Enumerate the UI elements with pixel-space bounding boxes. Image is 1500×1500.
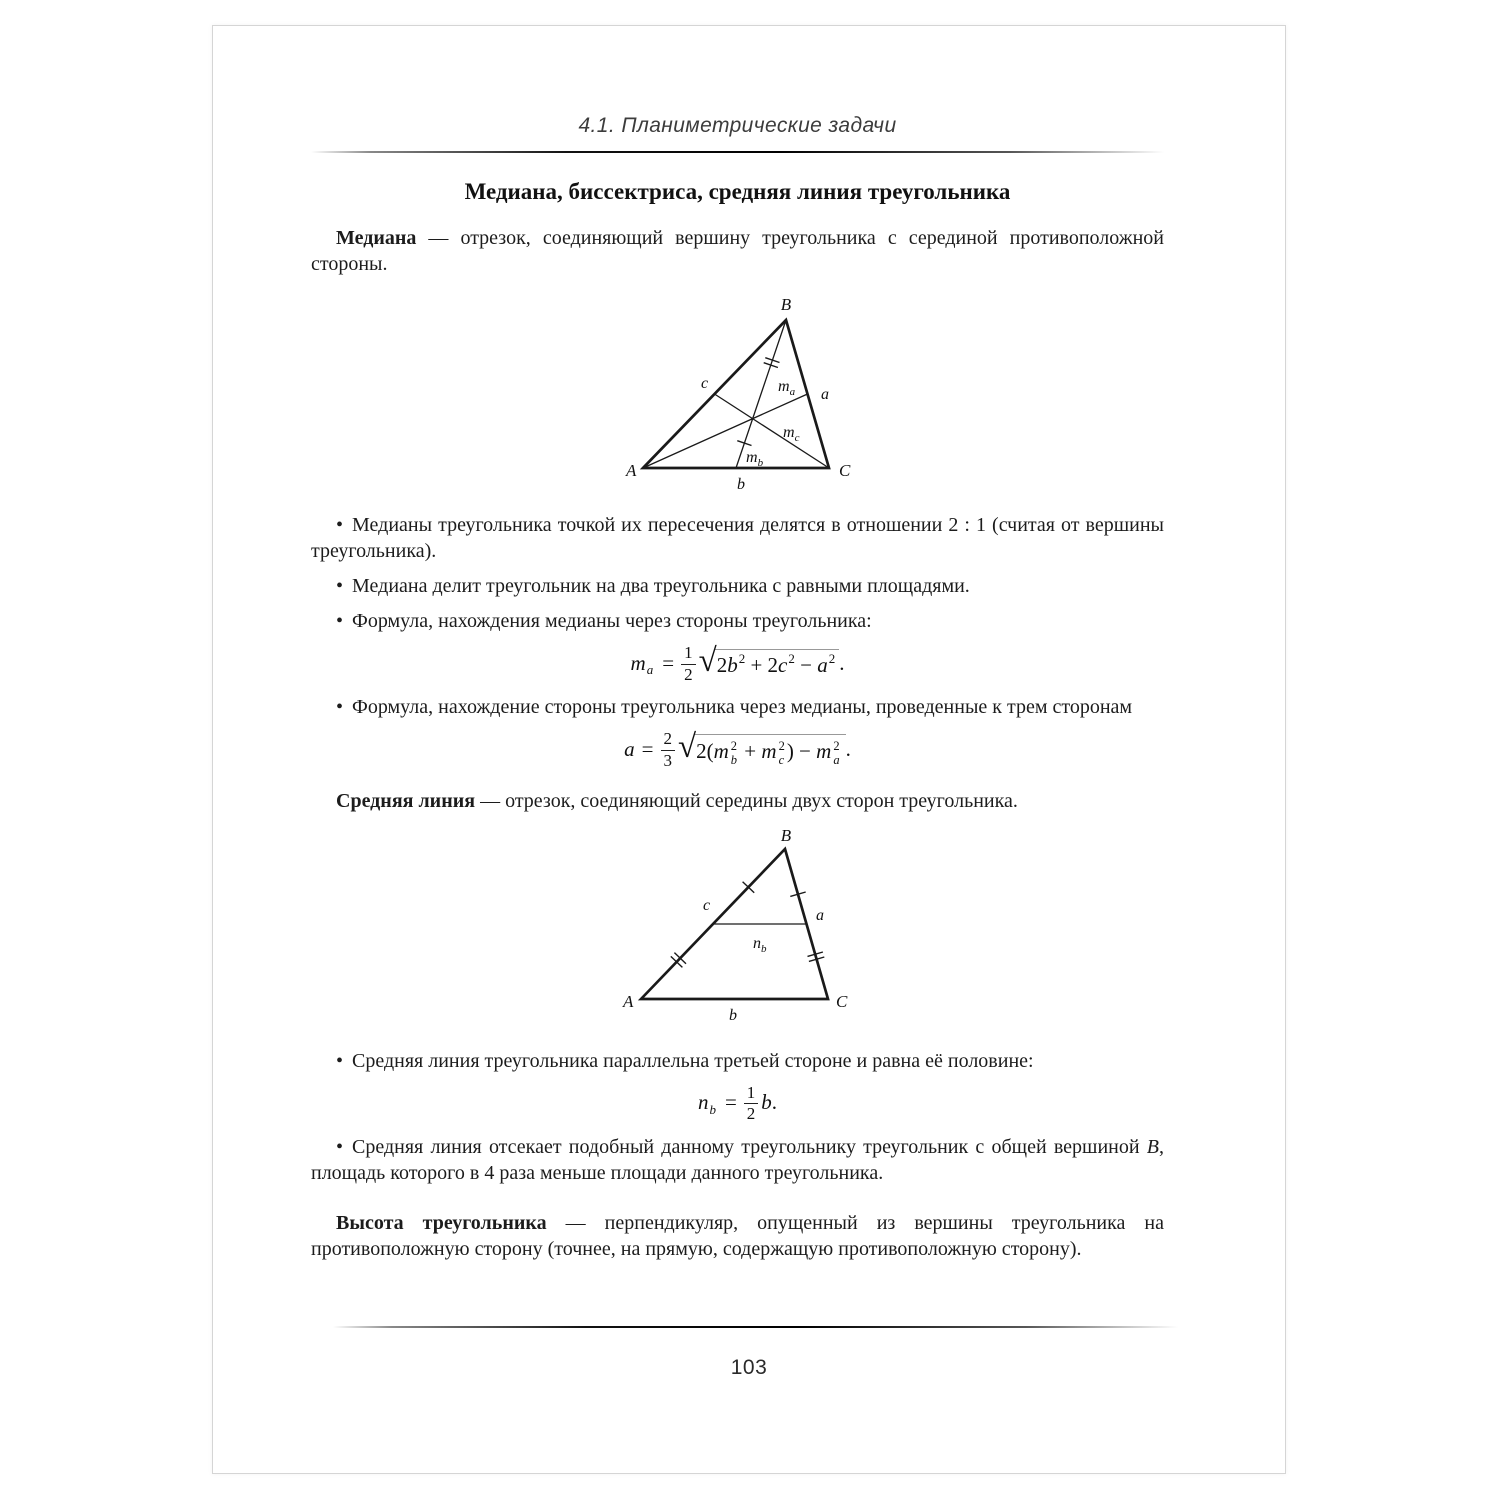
vertex-b-label: B [780, 828, 791, 845]
book-page [212, 25, 1286, 1474]
formula-median-length [311, 643, 1164, 683]
formula-var: b [761, 1090, 772, 1115]
sup-sub-stack: 2 b [730, 739, 738, 767]
footer-rule [333, 1326, 1178, 1328]
height-term: Высота треугольника [336, 1212, 547, 1235]
bullet-median-areas [311, 573, 1164, 599]
median-definition [311, 225, 1164, 277]
radical: √ 2( m 2 b + m 2 c ) − m 2 a [678, 734, 846, 764]
vertex-b-reference: B [1146, 1136, 1159, 1159]
period: . [845, 737, 851, 762]
vertex-a-label: A [625, 461, 636, 480]
median-mc-label: $m_c$ [782, 424, 799, 444]
height-definition-text: — перпендикуляр, опущенный из вершины треугольника на противоположную сторону (точнее, на прямую, содержащую противоположную сторону). [311, 1212, 1164, 1261]
figure-midline-triangle [311, 829, 1164, 1034]
median-ma-label: $m_a$ [777, 378, 795, 398]
page-content [213, 114, 1285, 1262]
bullet-dot: • [336, 696, 344, 719]
fraction-one-half: $\frac{1}{2}$ [681, 644, 696, 684]
side-b-label: b [736, 476, 745, 493]
fraction-two-thirds: $\frac{2}{3}$ [661, 730, 676, 770]
equals-sign: = [641, 737, 654, 762]
side-a-label: a [815, 906, 824, 924]
triangle-sides [643, 320, 829, 468]
formula-var: a [624, 737, 635, 762]
median-term: Медиана [336, 227, 417, 249]
bullet-dot: • [336, 1136, 344, 1159]
vertex-c-label: C [838, 461, 850, 480]
side-b-label: b [728, 1006, 737, 1024]
bullet-midline-similar [311, 1134, 1164, 1186]
radical-sign: √ [678, 729, 697, 766]
sup-sub-stack: 2 a [833, 739, 840, 767]
vertex-a-label: A [622, 991, 633, 1011]
bullet-midline-similar-text: Средняя линия отсекает подобный данному треугольнику треугольник с общей вершиной [352, 1136, 1147, 1159]
median-lines [643, 320, 829, 468]
bullet-median-ratio-text: Медианы треугольника точкой их пересечения делятся в отношении 2 : 1 (считая от вершины треугольника). [311, 514, 1164, 562]
radical: √ 2 b 2 + 2 c 2 − a 2 [699, 649, 840, 678]
bullet-dot: • [336, 575, 344, 597]
median-triangle-svg [618, 290, 858, 495]
formula-midline [311, 1083, 1164, 1123]
fraction-one-half: $\frac{1}{2}$ [744, 1084, 759, 1124]
bullet-dot: • [336, 610, 344, 632]
equals-sign: = [662, 650, 675, 675]
height-definition [311, 1210, 1164, 1262]
period: . [771, 1090, 778, 1115]
bullet-dot: • [336, 514, 344, 536]
bullet-dot: • [336, 1049, 344, 1072]
bullet-median-ratio [311, 512, 1164, 564]
sup-sub-stack: 2 c [778, 739, 785, 767]
formula-subscript: b [709, 1101, 716, 1117]
bullet-median-areas-text: Медиана делит треугольник на два треугольника с равными площадями. [352, 575, 970, 597]
side-c-label: c [700, 375, 708, 392]
equals-sign: = [724, 1090, 737, 1115]
bullet-midline-parallel-text: Средняя линия треугольника параллельна третьей стороне и равна её половине: [352, 1049, 1034, 1072]
side-a-label: a [820, 386, 829, 403]
median-mb-label: $m_b$ [745, 449, 763, 469]
midline-triangle-svg [613, 829, 863, 1029]
bullet-side-formula-text: Формула, нахождение стороны треугольника через медианы, проведенные к трем сторонам [352, 696, 1133, 719]
midline-definition [311, 788, 1164, 814]
midline-term: Средняя линия [336, 789, 476, 812]
midline-definition-text: — отрезок, соединяющий середины двух сторон треугольника. [475, 789, 1018, 812]
running-head: 4.1. Планиметрические задачи [578, 114, 897, 137]
vertex-b-label: B [780, 295, 791, 314]
period: . [839, 650, 845, 675]
radical-sign: √ [698, 642, 717, 679]
bullet-median-formula-text: Формула, нахождения медианы через стороны треугольника: [352, 610, 872, 632]
page-number: 103 [730, 1356, 768, 1379]
bullet-midline-similar-text2: , площадь которого в 4 раза меньше площади данного треугольника. [311, 1136, 1164, 1185]
formula-subscript: a [646, 662, 654, 678]
formula-var: m [630, 650, 646, 675]
midline-nb-label: $n_b$ [752, 934, 766, 955]
figure-median-triangle [311, 290, 1164, 500]
bullet-median-formula-intro [311, 608, 1164, 634]
bullet-midline-parallel [311, 1048, 1164, 1074]
formula-var: n [697, 1090, 709, 1115]
side-c-label: c [702, 896, 710, 914]
bullet-side-formula-intro [311, 694, 1164, 720]
formula-side-length [311, 729, 1164, 769]
header-rule [311, 151, 1164, 153]
vertex-c-label: C [835, 991, 847, 1011]
page-title: Медиана, биссектриса, средняя линия треугольника [464, 179, 1011, 204]
median-definition-text: — отрезок, соединяющий вершину треугольника с серединой противоположной стороны. [311, 227, 1164, 275]
